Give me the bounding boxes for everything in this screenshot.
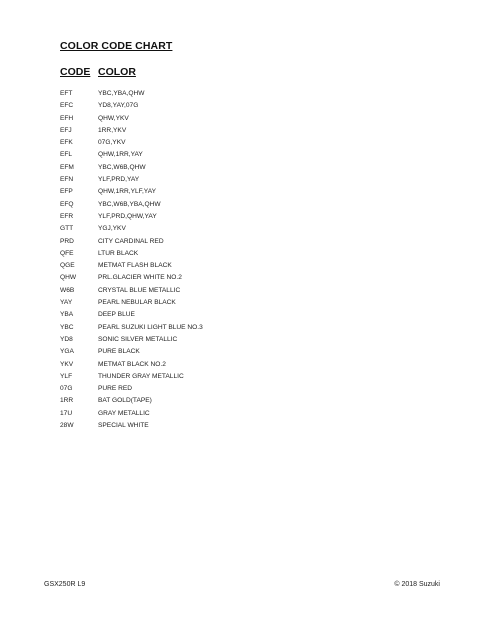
code-cell: EFQ — [60, 200, 74, 208]
color-cell: SPECIAL WHITE — [98, 422, 149, 430]
code-cell: EFJ — [60, 126, 72, 134]
color-code-row — [60, 199, 440, 211]
color-cell: 07G,YKV — [98, 139, 126, 147]
color-cell: PURE BLACK — [98, 348, 140, 356]
color-cell: QHW,1RR,YAY — [98, 151, 143, 159]
color-code-row — [60, 236, 440, 248]
color-cell: PURE RED — [98, 385, 133, 393]
color-cell: YD8,YAY,07G — [98, 102, 139, 110]
code-cell: YBC — [60, 323, 74, 331]
color-code-row — [60, 346, 440, 358]
color-code-row — [60, 248, 440, 260]
color-cell: DEEP BLUE — [98, 311, 135, 319]
code-cell: YD8 — [60, 335, 73, 343]
code-cell: EFL — [60, 151, 73, 159]
color-code-row — [60, 174, 440, 186]
code-cell: W6B — [60, 286, 75, 294]
code-cell: YAY — [60, 299, 73, 307]
color-cell: METMAT BLACK NO.2 — [98, 360, 166, 368]
code-cell: YGA — [60, 348, 74, 356]
color-code-row — [60, 260, 440, 272]
color-code-row — [60, 383, 440, 395]
color-code-row — [60, 359, 440, 371]
color-cell: YBC,W6B,QHW — [98, 163, 146, 171]
color-cell: 1RR,YKV — [98, 126, 127, 134]
color-code-row — [60, 125, 440, 137]
color-code-row — [60, 100, 440, 112]
color-code-list — [60, 88, 440, 432]
code-cell: QGE — [60, 262, 75, 270]
code-cell: EFR — [60, 212, 74, 220]
color-code-row — [60, 322, 440, 334]
color-cell: QHW,1RR,YLF,YAY — [98, 188, 157, 196]
code-cell: GTT — [60, 225, 74, 233]
color-cell: LTUR BLACK — [98, 249, 139, 257]
color-code-row — [60, 420, 440, 432]
color-cell: QHW,YKV — [98, 114, 129, 122]
color-cell: YLF,PRD,YAY — [98, 176, 140, 184]
footer-model: GSX250R L9 — [44, 581, 86, 588]
color-code-row — [60, 162, 440, 174]
color-code-row — [60, 149, 440, 161]
code-cell: EFK — [60, 139, 73, 147]
color-column-header: COLOR — [98, 66, 136, 78]
color-code-row — [60, 113, 440, 125]
code-cell: YLF — [60, 372, 73, 380]
code-cell: EFT — [60, 90, 73, 97]
color-cell: YBC,W6B,YBA,QHW — [98, 200, 161, 208]
color-code-row — [60, 285, 440, 297]
page-title: COLOR CODE CHART — [60, 40, 173, 52]
color-code-row — [60, 272, 440, 284]
code-cell: YBA — [60, 311, 74, 319]
code-cell: 17U — [60, 409, 73, 417]
color-cell: YGJ,YKV — [98, 225, 126, 233]
code-cell: YKV — [60, 360, 74, 368]
code-cell: PRD — [60, 237, 74, 245]
color-code-row — [60, 334, 440, 346]
color-cell: METMAT FLASH BLACK — [98, 262, 172, 270]
code-cell: QHW — [60, 274, 77, 282]
color-code-row — [60, 395, 440, 407]
color-cell: THUNDER GRAY METALLIC — [98, 372, 184, 380]
color-code-row — [60, 408, 440, 420]
color-cell: PEARL SUZUKI LIGHT BLUE NO.3 — [98, 323, 203, 331]
color-code-row — [60, 137, 440, 149]
color-cell: BAT GOLD(TAPE) — [98, 397, 152, 405]
color-cell: GRAY METALLIC — [98, 409, 150, 417]
color-code-row — [60, 371, 440, 383]
code-cell: 1RR — [60, 397, 74, 405]
color-cell: CRYSTAL BLUE METALLIC — [98, 286, 181, 294]
code-cell: EFH — [60, 114, 74, 122]
code-cell: QFE — [60, 249, 74, 257]
code-cell: EFC — [60, 102, 74, 110]
code-cell: EFM — [60, 163, 74, 171]
footer-copyright: © 2018 Suzuki — [394, 581, 440, 588]
color-code-row — [60, 309, 440, 321]
color-code-row — [60, 223, 440, 235]
color-cell: YBC,YBA,QHW — [98, 90, 145, 97]
color-cell: PEARL NEBULAR BLACK — [98, 299, 176, 307]
code-cell: EFP — [60, 188, 73, 196]
color-code-row — [60, 211, 440, 223]
color-code-row — [60, 186, 440, 198]
code-cell: EFN — [60, 176, 74, 184]
color-code-row — [60, 88, 440, 100]
color-cell: YLF,PRD,QHW,YAY — [98, 212, 157, 220]
color-cell: PRL.GLACIER WHITE NO.2 — [98, 274, 182, 282]
color-cell: SONIC SILVER METALLIC — [98, 335, 178, 343]
code-cell: 28W — [60, 422, 74, 430]
code-column-header: CODE — [60, 66, 91, 78]
color-cell: CITY CARDINAL RED — [98, 237, 164, 245]
code-cell: 07G — [60, 385, 73, 393]
color-code-row — [60, 297, 440, 309]
